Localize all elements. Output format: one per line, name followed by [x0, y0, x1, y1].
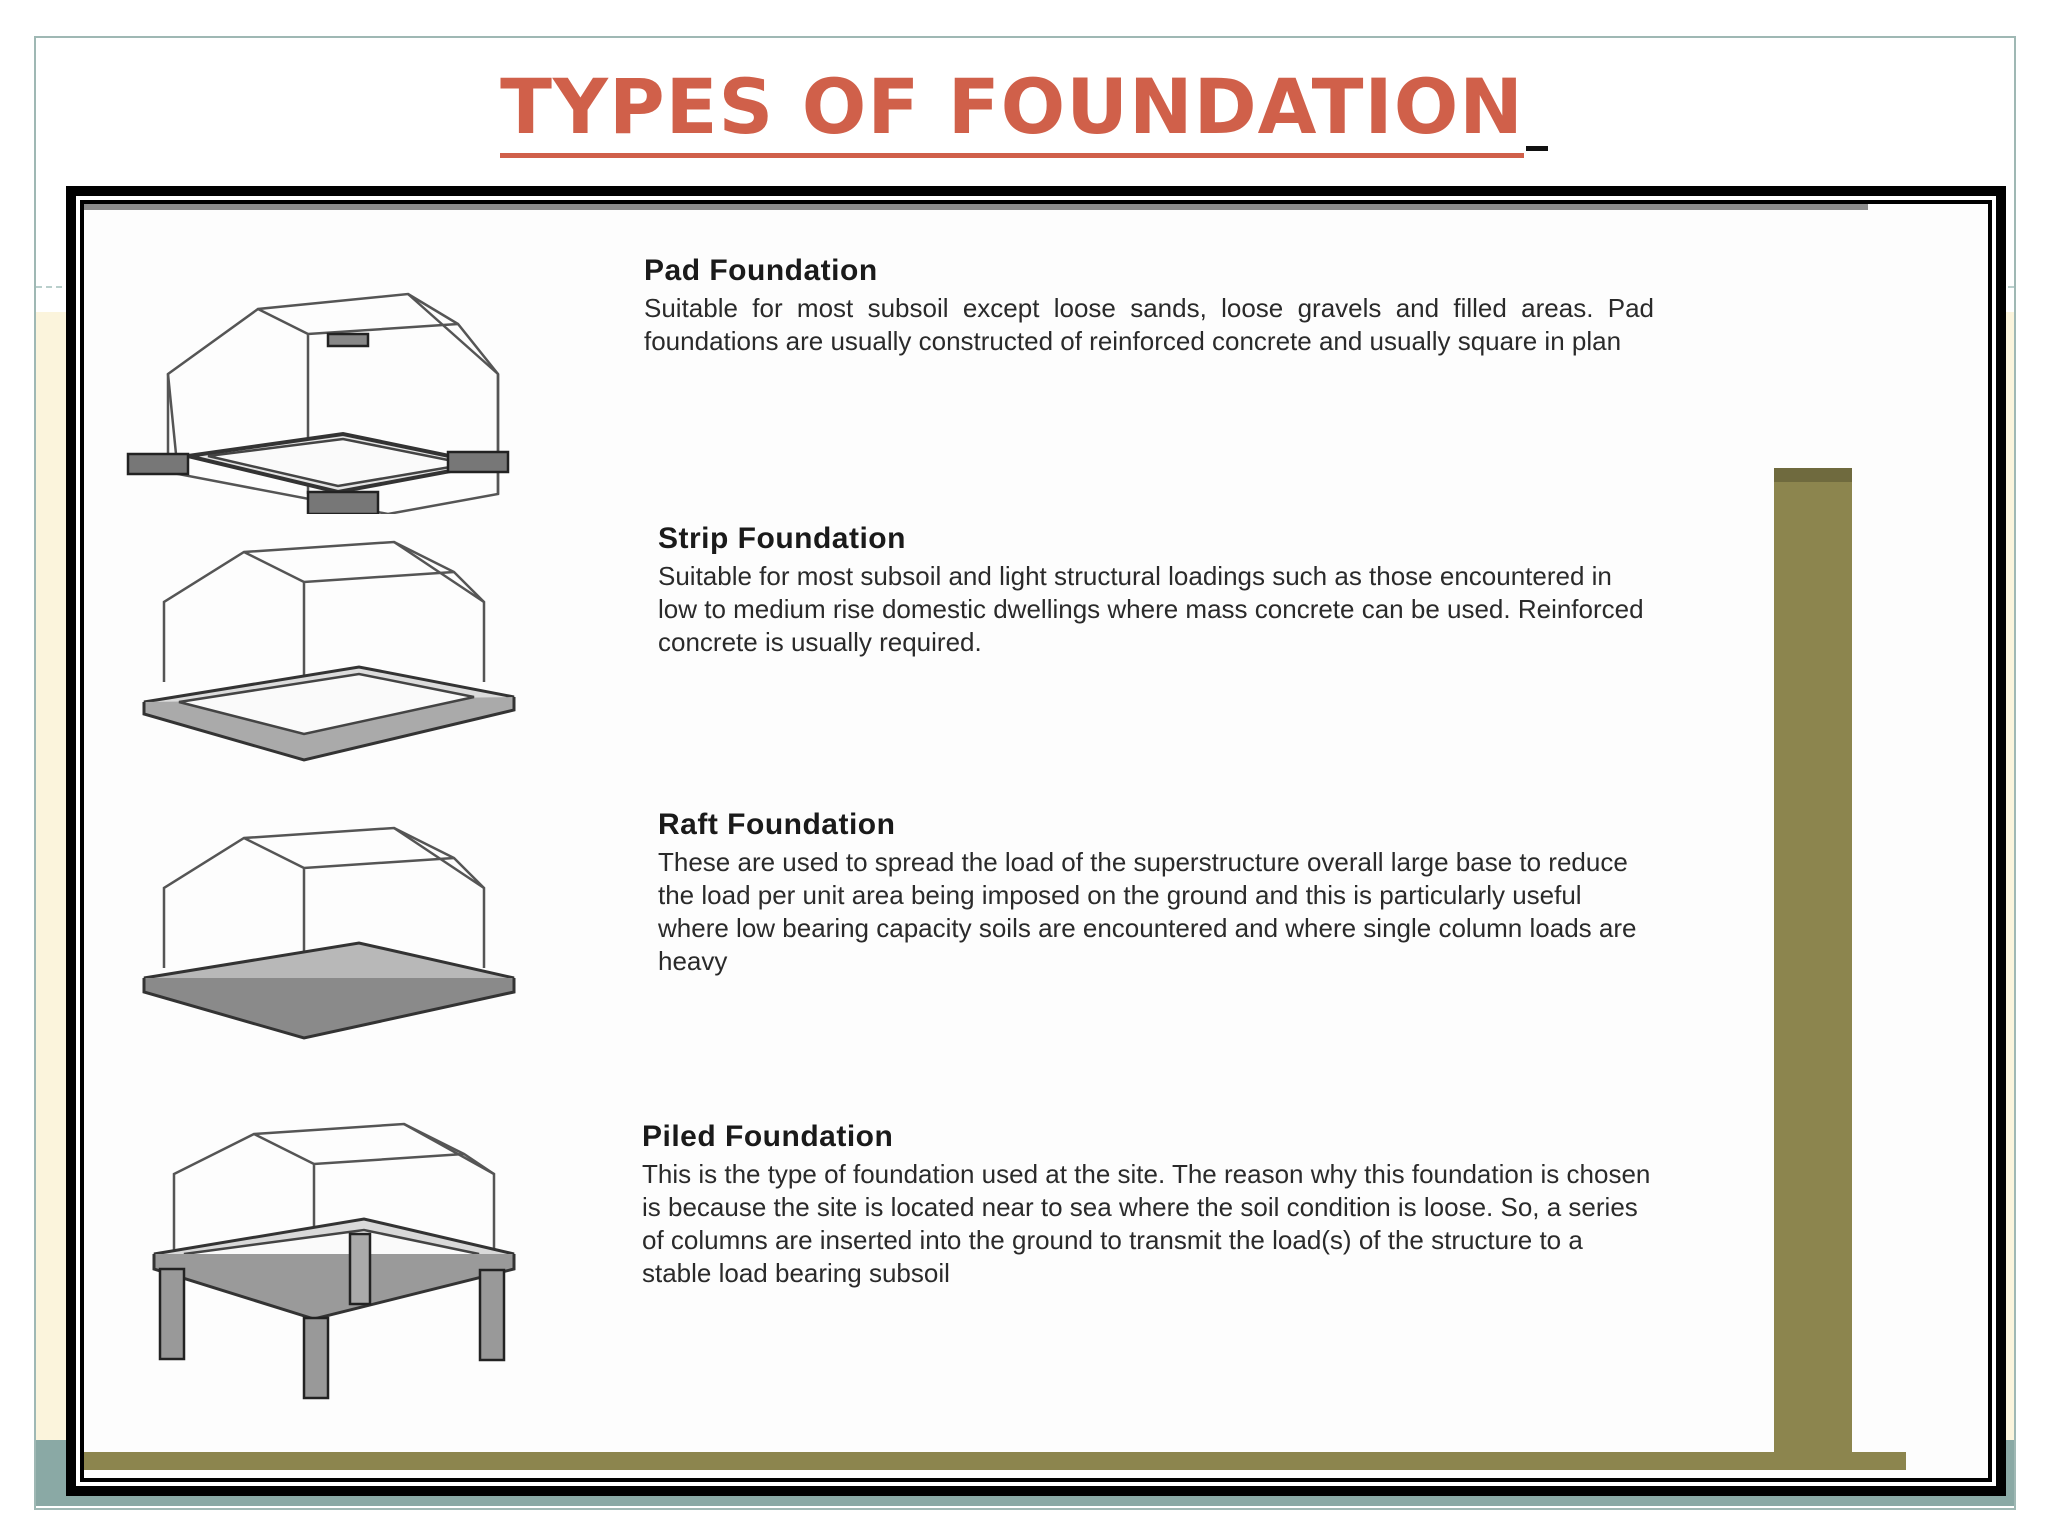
pad-foundation-block [644, 254, 1654, 358]
piled-foundation-description: This is the type of foundation used at the site. The reason why this foundation is chosen is because the site is located near to sea where the soil condition is loose. So, a series of columns are inserted into the ground to transmit the load(s) of the structure to a stable load bearing subsoil [642, 1159, 1651, 1288]
pad-foundation-title: Pad Foundation [644, 254, 878, 287]
piled-foundation-block [642, 1120, 1652, 1290]
figure-image [84, 204, 1988, 1478]
piled-foundation-title: Piled Foundation [642, 1120, 894, 1153]
strip-foundation-description: Suitable for most subsoil and light structural loadings such as those encountered in low to medium rise domestic dwellings where mass concrete can be used. Reinforced concrete is usually required. [658, 561, 1644, 657]
piled-foundation-house-icon [114, 1104, 554, 1404]
title-underline-tail [1526, 146, 1548, 151]
raft-foundation-title: Raft Foundation [658, 808, 896, 841]
raft-foundation-house-icon [134, 808, 554, 1058]
accent-bar-horizontal [84, 1452, 1906, 1470]
raft-foundation-description: These are used to spread the load of the superstructure overall large base to reduce the load per unit area being imposed on the ground and this is particularly useful where low bearing capacity soils are encountered and where single column loads are heavy [658, 847, 1637, 976]
strip-foundation-title: Strip Foundation [658, 522, 906, 555]
figure-frame [66, 186, 2006, 1496]
strip-foundation-block [658, 522, 1648, 659]
pad-foundation-house-icon [108, 224, 548, 514]
strip-foundation-house-icon [134, 522, 554, 772]
raft-foundation-block [658, 808, 1638, 978]
slide-title: TYPES OF FOUNDATION [500, 62, 1524, 158]
pad-foundation-description: Suitable for most subsoil except loose sands, loose gravels and filled areas. Pad foundations are usually constructed of reinforced concrete and usually square in plan [644, 293, 1654, 356]
figure-top-rule [84, 204, 1868, 210]
accent-bar-vertical [1774, 468, 1852, 1468]
slide-title-wrap [0, 62, 2048, 154]
